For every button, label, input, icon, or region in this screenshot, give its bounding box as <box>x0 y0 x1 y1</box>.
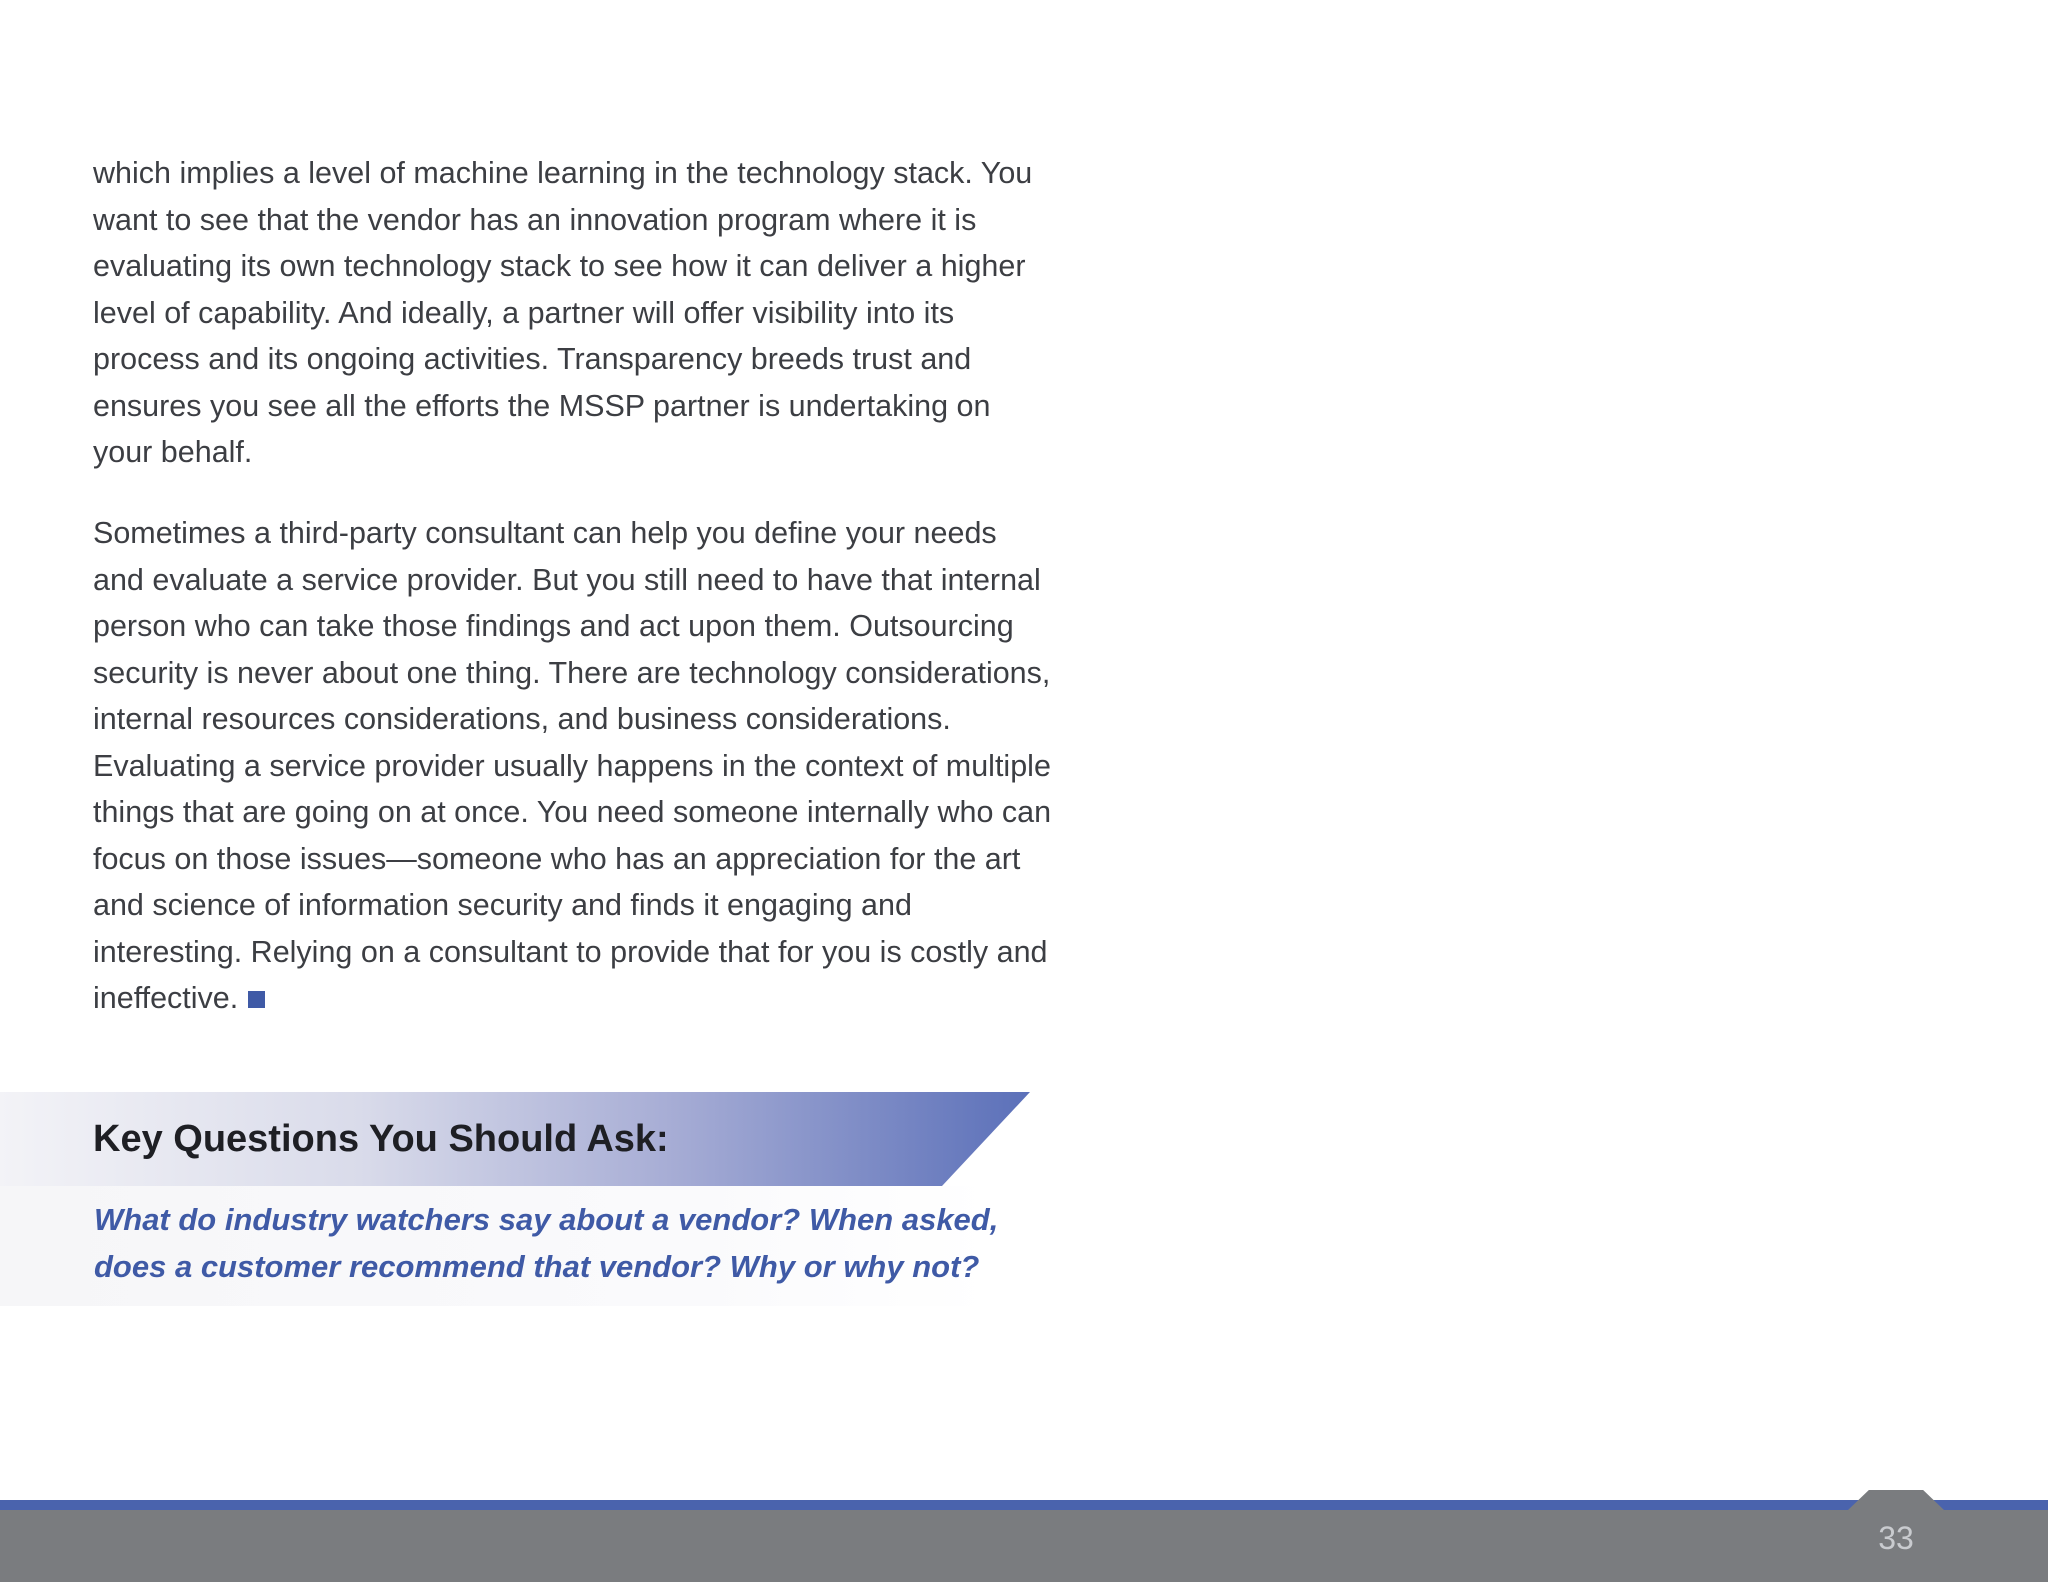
key-questions-title: Key Questions You Should Ask: <box>93 1118 669 1160</box>
page-footer <box>0 1490 2048 1582</box>
key-questions-banner <box>0 1092 1030 1186</box>
triangle-tab-icon <box>1848 1490 1944 1510</box>
body-paragraph-final <box>93 510 1053 1022</box>
body-paragraph-final-text: Sometimes a third-party consultant can help you define your needs and evaluate a service provider. But you still need to have that internal person who can take those findings and act upon them. Outsourcing security is never about one thing. There are technology considerations, internal resources considerations, and business considerations. Evaluating a service provider usually happens in the context of multiple things that are going on at once. You need someone internally who can focus on those issues—someone who has an appreciation for the art and science of information security and finds it engaging and interesting. Relying on a consultant to provide that for you is costly and ineffective. <box>93 516 1052 1015</box>
footer-graphic <box>0 1490 2048 1582</box>
body-paragraph <box>93 150 1053 476</box>
page-number: 33 <box>1878 1520 1914 1556</box>
end-of-article-square-icon <box>248 991 265 1008</box>
key-question-text: What do industry watchers say about a vendor? When asked, does a customer recommend that vendor? Why or why not? <box>94 1202 999 1284</box>
body-paragraph-text: which implies a level of machine learning in the technology stack. You want to see that the vendor has an innovation program where it is evaluating its own technology stack to see how it can deliver a higher level of capability. And ideally, a partner will offer visibility into its process and its ongoing activities. Transparency breeds trust and ensures you see all the efforts the MSSP partner is undertaking on your behalf. <box>93 156 1033 469</box>
